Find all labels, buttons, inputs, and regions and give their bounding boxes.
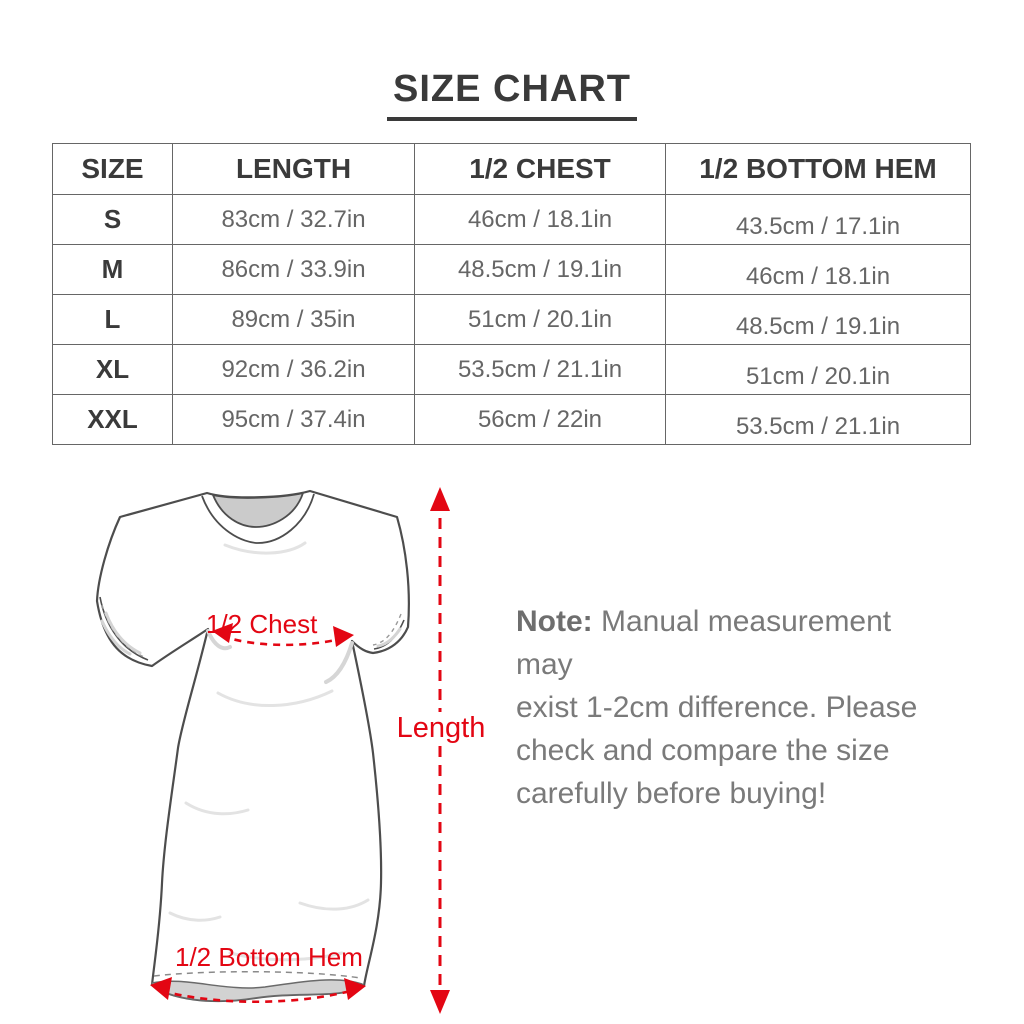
chest-measure-label: 1/2 Chest	[206, 609, 318, 639]
col-header-length: LENGTH	[173, 144, 415, 195]
col-header-size: SIZE	[53, 144, 173, 195]
note-line: carefully before buying!	[516, 777, 827, 810]
size-cell: XL	[53, 345, 173, 395]
note-line	[516, 600, 946, 686]
size-cell: S	[53, 195, 173, 245]
length-cell: 89cm / 35in	[173, 295, 415, 345]
chest-cell: 51cm / 20.1in	[415, 295, 666, 345]
length-cell: 95cm / 37.4in	[173, 395, 415, 445]
bottom-hem-cell: 48.5cm / 19.1in	[666, 295, 971, 345]
table-row	[53, 395, 971, 445]
chest-cell: 46cm / 18.1in	[415, 195, 666, 245]
size-cell: XXL	[53, 395, 173, 445]
table-row	[53, 345, 971, 395]
chest-cell: 48.5cm / 19.1in	[415, 245, 666, 295]
col-header-half-chest: 1/2 CHEST	[415, 144, 666, 195]
dress-illustration	[90, 483, 470, 1018]
note-line: exist 1-2cm difference. Please	[516, 691, 918, 724]
header-row	[53, 144, 971, 195]
note-line: check and compare the size	[516, 734, 890, 767]
size-cell: L	[53, 295, 173, 345]
dress-outline	[97, 491, 409, 1001]
length-cell: 92cm / 36.2in	[173, 345, 415, 395]
measurement-note	[516, 600, 946, 815]
bottom-hem-cell: 46cm / 18.1in	[666, 245, 971, 295]
table-row	[53, 245, 971, 295]
page-title-wrap	[0, 68, 1024, 121]
note-text: Manual measurement may	[516, 605, 892, 681]
col-header-half-bottom-hem: 1/2 BOTTOM HEM	[666, 144, 971, 195]
size-chart-table	[52, 143, 971, 445]
bottom-hem-cell: 53.5cm / 21.1in	[666, 395, 971, 445]
length-arrow	[430, 487, 450, 1014]
note-label: Note:	[516, 605, 593, 638]
bottom-hem-cell: 51cm / 20.1in	[666, 345, 971, 395]
chest-cell: 56cm / 22in	[415, 395, 666, 445]
bottom-hem-measure-label: 1/2 Bottom Hem	[175, 942, 363, 972]
length-measure-label: Length	[392, 712, 491, 745]
chest-cell: 53.5cm / 21.1in	[415, 345, 666, 395]
length-cell: 86cm / 33.9in	[173, 245, 415, 295]
table-row	[53, 195, 971, 245]
size-cell: M	[53, 245, 173, 295]
table-row	[53, 295, 971, 345]
page-title: SIZE CHART	[387, 68, 637, 121]
bottom-hem-cell: 43.5cm / 17.1in	[666, 195, 971, 245]
length-cell: 83cm / 32.7in	[173, 195, 415, 245]
